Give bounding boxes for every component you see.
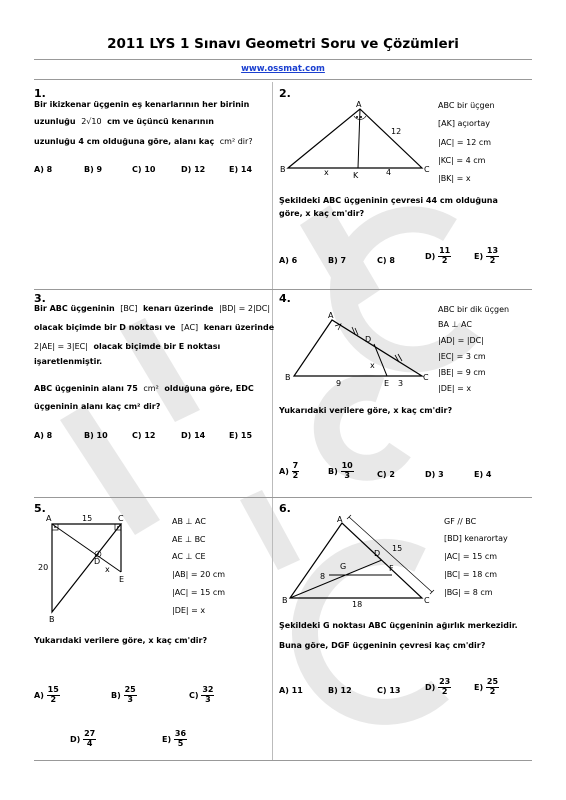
row-divider — [34, 497, 532, 498]
column-divider — [272, 82, 273, 290]
given-item: |BC| = 18 cm — [444, 570, 498, 579]
svg-text:15: 15 — [392, 544, 403, 553]
given-item: ABC bir üçgen — [438, 101, 495, 110]
svg-text:D: D — [94, 557, 101, 566]
option-a[interactable]: A) 11 — [279, 686, 303, 695]
svg-text:D: D — [374, 549, 381, 558]
question-text: göre, x kaç cm'dir? — [279, 209, 365, 218]
question-text: Bir ABC üçgeninin [BC] kenarı üzerinde |BD| = 2|DC| — [34, 304, 271, 313]
given-item: GF // BC — [444, 517, 477, 526]
svg-text:A: A — [46, 514, 52, 523]
option-c[interactable]: C) 10 — [132, 165, 156, 174]
given-item: [BD] kenarortay — [444, 534, 508, 543]
title-divider — [34, 59, 532, 60]
svg-text:12: 12 — [391, 127, 402, 136]
option-c[interactable]: C) 2 — [377, 470, 395, 479]
svg-text:D: D — [365, 335, 372, 344]
question-text: Bir ikizkenar üçgenin eş kenarlarının her birinin — [34, 100, 250, 109]
triangle-figure — [280, 98, 440, 180]
option-a[interactable]: A) 8 — [34, 431, 53, 440]
column-divider — [272, 290, 273, 498]
svg-text:B: B — [282, 596, 288, 605]
option-a[interactable]: A) $\frac{15}{2}$ — [34, 685, 59, 704]
svg-text:G: G — [340, 562, 347, 571]
svg-text:C: C — [424, 165, 430, 174]
option-c[interactable]: C) 13 — [377, 686, 401, 695]
svg-text:8: 8 — [320, 572, 326, 581]
right-triangle-figure — [38, 512, 138, 626]
svg-text:15: 15 — [82, 514, 93, 523]
option-b[interactable]: B) 9 — [84, 165, 103, 174]
question-text: uzunluğu 2√10 cm ve üçüncü kenarının — [34, 117, 214, 126]
option-c[interactable]: C) $\frac{32}{3}$ — [189, 685, 214, 704]
given-item: ABC bir dik üçgen — [438, 305, 510, 314]
question-number: 3. — [34, 292, 46, 305]
svg-text:9: 9 — [336, 379, 342, 388]
svg-text:B: B — [49, 615, 55, 624]
question-text: üçgeninin alanı kaç cm² dir? — [34, 402, 161, 411]
svg-text:20: 20 — [38, 563, 49, 572]
row-divider — [34, 289, 532, 290]
option-d[interactable]: D) 12 — [181, 165, 206, 174]
svg-text:A: A — [337, 515, 343, 524]
question-number: 2. — [279, 87, 291, 100]
footer-divider — [34, 760, 532, 761]
question-number: 1. — [34, 87, 46, 100]
option-e[interactable]: E) $\frac{25}{2}$ — [474, 677, 499, 696]
given-item: |AD| = |DC| — [438, 336, 484, 345]
option-e[interactable]: E) 15 — [229, 431, 253, 440]
given-item: |BK| = x — [438, 174, 471, 183]
given-item: |BE| = 9 cm — [438, 368, 486, 377]
option-d[interactable]: D) 14 — [181, 431, 206, 440]
column-divider — [272, 498, 273, 760]
option-c[interactable]: C) 12 — [132, 431, 156, 440]
question-text: Buna göre, DGF üçgeninin çevresi kaç cm'dir? — [279, 641, 486, 650]
given-item: |DE| = x — [172, 606, 206, 615]
header-divider — [34, 79, 532, 80]
given-item: AE ⊥ BC — [172, 535, 206, 544]
option-e[interactable]: E) $\frac{36}{5}$ — [162, 729, 187, 748]
triangle-figure — [282, 513, 440, 610]
question-text: uzunluğu 4 cm olduğuna göre, alanı kaç cm² dir? — [34, 137, 253, 146]
option-e[interactable]: E) $\frac{13}{2}$ — [474, 246, 499, 265]
option-b[interactable]: B) 12 — [328, 686, 352, 695]
svg-text:A: A — [356, 100, 362, 109]
page-title: 2011 LYS 1 Sınavı Geometri Soru ve Çözümleri — [107, 36, 459, 52]
option-b[interactable]: B) 7 — [328, 256, 347, 265]
svg-text:x: x — [324, 168, 329, 177]
question-number: 6. — [279, 502, 291, 515]
option-c[interactable]: C) 8 — [377, 256, 395, 265]
question-text: 2|AE| = 3|EC| olacak biçimde bir E noktası — [34, 342, 221, 351]
svg-text:F: F — [389, 564, 394, 573]
given-item: AB ⊥ AC — [172, 517, 206, 526]
svg-text:B: B — [280, 165, 286, 174]
svg-text:C: C — [423, 373, 429, 382]
question-text: işaretlenmiştir. — [34, 357, 103, 366]
option-d[interactable]: D) $\frac{11}{2}$ — [425, 246, 451, 265]
option-e[interactable]: E) 4 — [474, 470, 492, 479]
option-b[interactable]: B) 10 — [84, 431, 108, 440]
svg-text:E: E — [119, 575, 125, 584]
triangle-figure — [282, 310, 432, 390]
svg-text:C: C — [424, 596, 430, 605]
option-a[interactable]: A) 8 — [34, 165, 53, 174]
svg-text:x: x — [105, 565, 110, 574]
svg-text:K: K — [353, 171, 359, 180]
option-b[interactable]: B) $\frac{25}{3}$ — [111, 685, 136, 704]
svg-text:4: 4 — [386, 168, 392, 177]
svg-text:A: A — [328, 311, 334, 320]
given-item: |BG| = 8 cm — [444, 588, 493, 597]
given-item: |AC| = 15 cm — [172, 588, 226, 597]
question-text: Şekildeki ABC üçgeninin çevresi 44 cm olduğuna — [279, 196, 498, 205]
given-item: |DE| = x — [438, 384, 472, 393]
website-link[interactable]: www.ossmat.com — [241, 64, 325, 74]
question-text: olacak biçimde bir D noktası ve [AC] kenarı üzerinde — [34, 323, 275, 332]
question-text: Yukarıdaki verilere göre, x kaç cm'dir? — [279, 406, 453, 415]
question-text: ABC üçgeninin alanı 75 cm² olduğuna göre, EDC — [34, 384, 254, 393]
option-a[interactable]: A) $\frac{7}{2}$ — [279, 461, 299, 480]
svg-text:E: E — [384, 379, 390, 388]
option-a[interactable]: A) 6 — [279, 256, 298, 265]
given-item: |AC| = 12 cm — [438, 138, 492, 147]
svg-text:18: 18 — [352, 600, 363, 609]
given-item: |AB| = 20 cm — [172, 570, 226, 579]
given-item: BA ⊥ AC — [438, 320, 472, 329]
option-d[interactable]: D) 3 — [425, 470, 444, 479]
given-item: |KC| = 4 cm — [438, 156, 486, 165]
option-b[interactable]: B) $\frac{10}{3}$ — [328, 461, 353, 480]
question-number: 5. — [34, 502, 46, 515]
question-text: Şekildeki G noktası ABC üçgeninin ağırlık merkezidir. — [279, 621, 518, 630]
svg-text:C: C — [118, 514, 124, 523]
question-number: 4. — [279, 292, 291, 305]
given-item: |AC| = 15 cm — [444, 552, 498, 561]
given-item: AC ⊥ CE — [172, 552, 206, 561]
svg-text:B: B — [285, 373, 291, 382]
given-item: |EC| = 3 cm — [438, 352, 486, 361]
svg-text:x: x — [370, 361, 375, 370]
option-d[interactable]: D) $\frac{23}{2}$ — [425, 677, 451, 696]
question-text: Yukarıdaki verilere göre, x kaç cm'dir? — [34, 636, 208, 645]
svg-text:3: 3 — [398, 379, 404, 388]
option-e[interactable]: E) 14 — [229, 165, 253, 174]
option-d[interactable]: D) $\frac{27}{4}$ — [70, 729, 96, 748]
given-item: [AK] açıortay — [438, 119, 490, 128]
